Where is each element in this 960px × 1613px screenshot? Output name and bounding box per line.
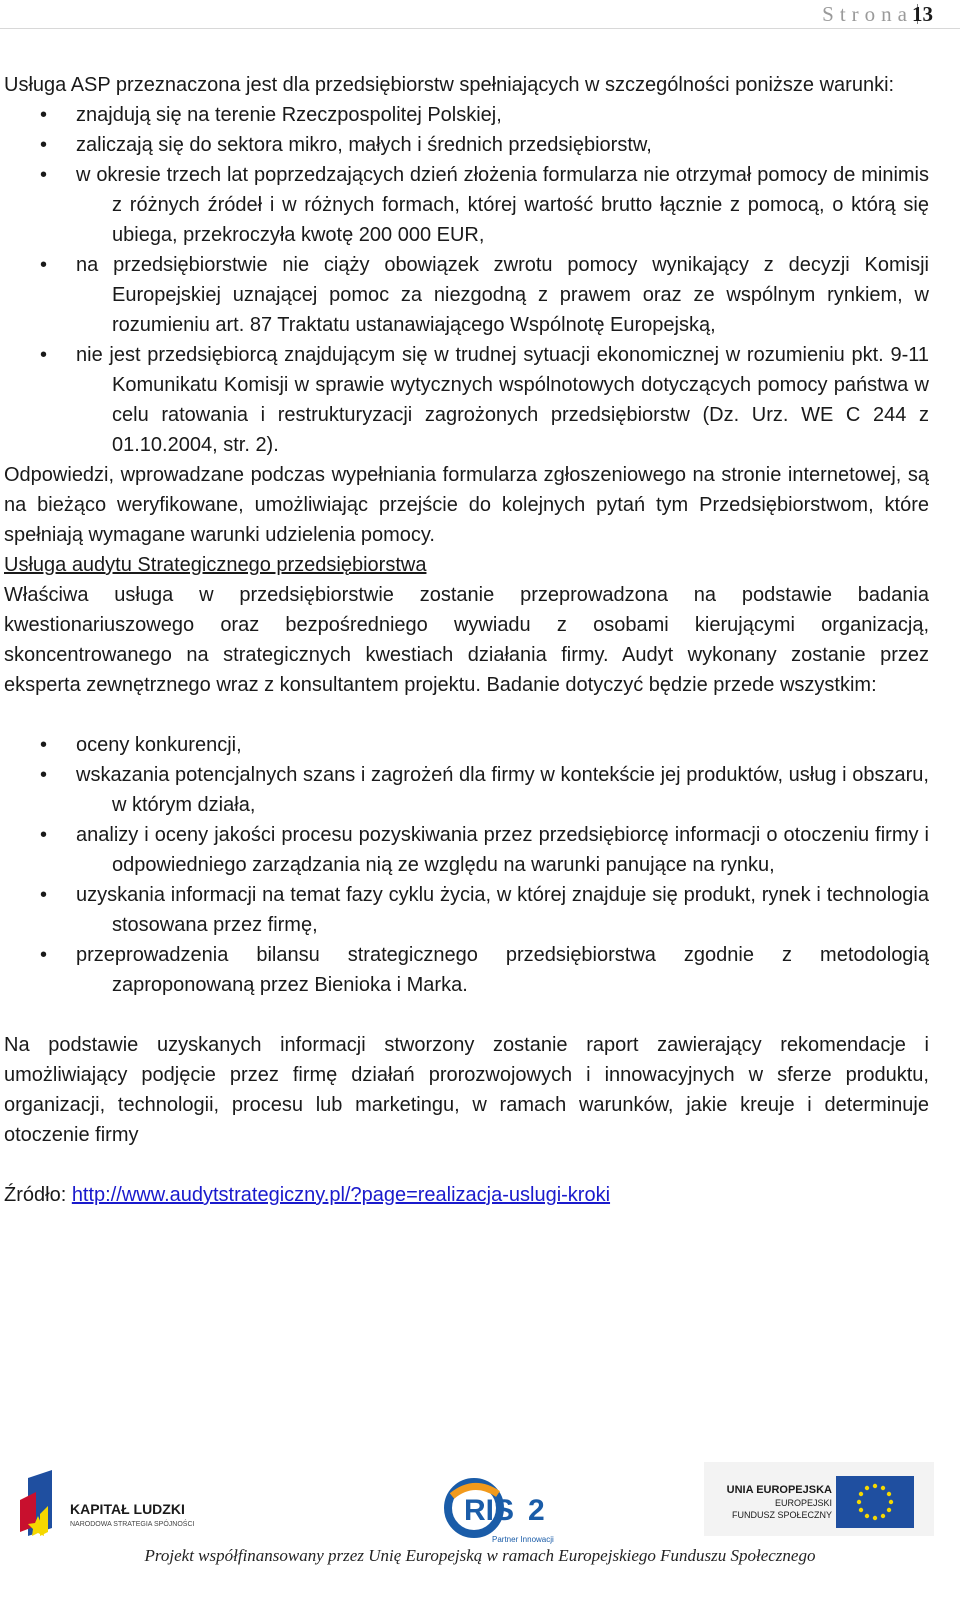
list-item: • znajdują się na terenie Rzeczpospolitej Polskiej,: [4, 100, 929, 130]
report-paragraph: Na podstawie uzyskanych informacji stworzony zostanie raport zawierający rekomendacje i umożliwiający podjęcie przez firmę działań prorozwojowych i innowacyjnych w sferze produktu, organizacji, technologii, procesu lub marketingu, w ramach warunków, jakie kreuje i determinuje otoczenie firmy: [4, 1034, 929, 1146]
answers-paragraph: Odpowiedzi, wprowadzane podczas wypełniania formularza zgłoszeniowego na stronie internetowej, są na bieżąco weryfikowane, umożliwiając przejście do kolejnych pytań tym Przedsiębiorstwom, które spełniają wymagane warunki udzielenia pomocy.: [4, 464, 929, 546]
list-item: • w okresie trzech lat poprzedzających dzień złożenia formularza nie otrzymał pomocy de minimis z różnych źródeł i w różnych formach, której wartość brutto łącznie z pomocą, o którą się ubiega, przekroczyła kwotę 200 000 EUR,: [4, 160, 929, 250]
cofinancing-note: Projekt współfinansowany przez Unię Europejską w ramach Europejskiego Funduszu Społecznego: [144, 1546, 816, 1565]
list-item: • na przedsiębiorstwie nie ciąży obowiązek zwrotu pomocy wynikający z decyzji Komisji Europejskiej uznającej pomoc za niezgodną z prawem oraz ze wspólnym rynkiem, w rozumieniu art. 87 Traktatu ustanawiającego Wspólnotę Europejską,: [4, 250, 929, 340]
list-item: • oceny konkurencji,: [4, 730, 929, 760]
source-label: Źródło:: [4, 1184, 67, 1206]
kapital-ludzki-title: KAPITAŁ LUDZKI: [70, 1501, 185, 1517]
spacer: [4, 1150, 929, 1180]
list-item: • zaliczają się do sektora mikro, małych i średnich przedsiębiorstw,: [4, 130, 929, 160]
audit-paragraph: Właściwa usługa w przedsiębiorstwie zostanie przeprowadzona na podstawie badania kwestionariuszowego oraz bezpośredniego wywiadu z osobami kierującymi organizacją, skoncentrowanego na strategicznych kwestiach działania firmy. Audyt wykonany zostanie przez eksperta zewnętrznego wraz z konsultantem projektu. Badanie dotyczyć będzie przede wszystkim:: [4, 584, 929, 696]
audit-items-list: [4, 730, 929, 1000]
list-item: • nie jest przedsiębiorcą znajdującym się w trudnej sytuacji ekonomicznej w rozumieniu pkt. 9-11 Komunikatu Komisji w sprawie wytycznych wspólnotowych dotyczących pomocy państwa w celu ratowania i restrukturyzacji zagrożonych przedsiębiorstw (Dz. Urz. WE C 244 z 01.10.2004, str. 2).: [4, 340, 929, 460]
eu-flag-icon: [836, 1476, 914, 1528]
page-label: Strona: [822, 2, 913, 26]
intro-paragraph: Usługa ASP przeznaczona jest dla przedsiębiorstw spełniających w szczególności poniższe warunki:: [4, 74, 895, 96]
ris2-logo: [442, 1472, 562, 1548]
eu-line3: FUNDUSZ SPOŁECZNY: [731, 1510, 832, 1520]
source-link[interactable]: http://www.audytstrategiczny.pl/?page=realizacja-uslugi-kroki: [71, 1184, 611, 1206]
document-body: [4, 70, 929, 1210]
section-heading: Usługa audytu Strategicznego przedsiębiorstwa: [4, 554, 427, 576]
spacer: [4, 1000, 929, 1030]
eu-title: UNIA EUROPEJSKA: [726, 1484, 832, 1496]
eu-line2: EUROPEJSKI: [774, 1498, 832, 1508]
conditions-list: [4, 100, 929, 460]
page-header: [0, 0, 960, 29]
spacer: [4, 700, 929, 730]
list-item: • wskazania potencjalnych szans i zagrożeń dla firmy w kontekście jej produktów, usług i obszaru, w którym działa,: [4, 760, 929, 820]
ris-logo-text: RIS: [464, 1494, 515, 1527]
kapital-ludzki-subtitle: NARODOWA STRATEGIA SPÓJNOŚCI: [70, 1521, 195, 1528]
kapital-ludzki-logo: [18, 1470, 218, 1542]
page-number: 13: [912, 2, 933, 26]
ris-tagline: Partner Innowacji: [492, 1535, 554, 1544]
list-item: • uzyskania informacji na temat fazy cyklu życia, w której znajduje się produkt, rynek i technologia stosowana przez firmę,: [4, 880, 929, 940]
list-item: • przeprowadzenia bilansu strategicznego przedsiębiorstwa zgodnie z metodologią zaproponowaną przez Bienioka i Marka.: [4, 940, 929, 1000]
source-line: [4, 1180, 929, 1210]
list-item: • analizy i oceny jakości procesu pozyskiwania przez przedsiębiorcę informacji o otoczeniu firmy i odpowiedniego zarządzania nią ze względu na warunki panujące na rynku,: [4, 820, 929, 880]
ris-logo-number: 2: [528, 1494, 545, 1527]
eu-logo: [704, 1462, 934, 1536]
